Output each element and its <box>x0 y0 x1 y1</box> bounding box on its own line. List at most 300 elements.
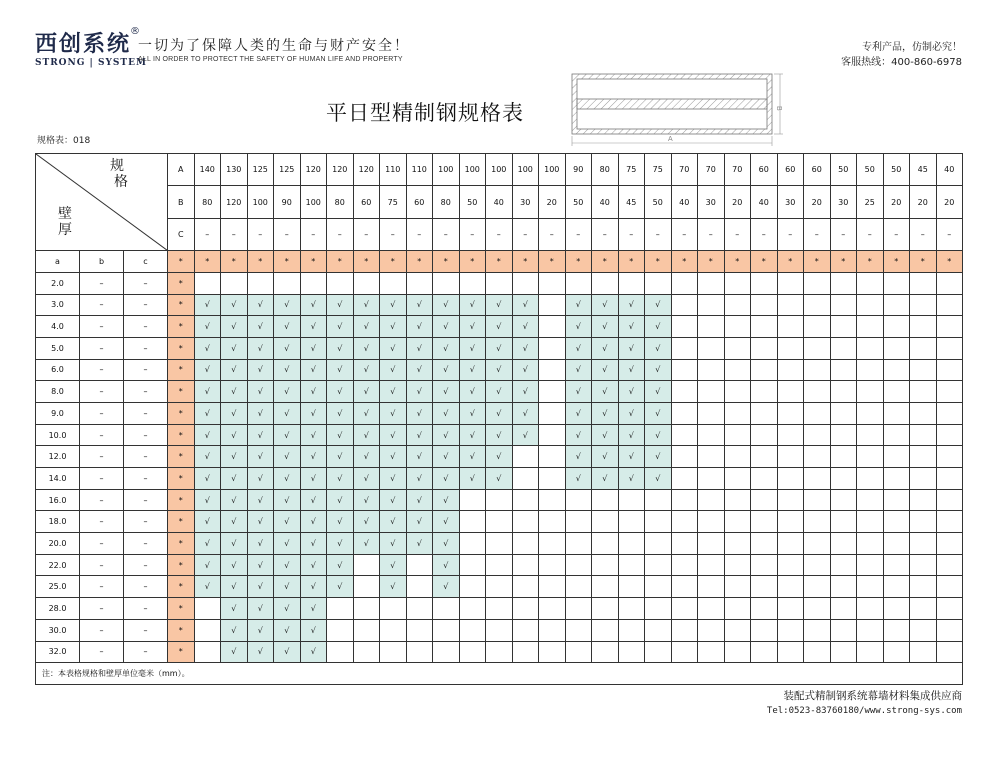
wall-a: 16.0 <box>36 489 80 511</box>
empty-cell <box>751 641 778 663</box>
empty-cell <box>459 598 486 620</box>
wall-b: – <box>80 381 124 403</box>
empty-cell <box>512 489 539 511</box>
check-cell: √ <box>486 446 513 468</box>
star-cell: * <box>168 511 195 533</box>
check-cell: √ <box>433 402 460 424</box>
check-cell: √ <box>300 424 327 446</box>
check-cell: √ <box>221 294 248 316</box>
check-cell: √ <box>565 468 592 490</box>
wall-c: – <box>124 511 168 533</box>
empty-cell <box>724 619 751 641</box>
spec-value: 60 <box>777 154 804 186</box>
empty-cell <box>353 641 380 663</box>
check-cell: √ <box>380 489 407 511</box>
check-cell: √ <box>194 533 221 555</box>
check-cell: √ <box>300 576 327 598</box>
check-cell: √ <box>194 359 221 381</box>
empty-cell <box>936 402 963 424</box>
check-cell: √ <box>247 424 274 446</box>
empty-cell <box>724 641 751 663</box>
footer <box>767 688 962 718</box>
spec-value: 120 <box>353 154 380 186</box>
check-cell: √ <box>221 554 248 576</box>
spec-value: 80 <box>327 186 354 218</box>
check-cell: √ <box>274 511 301 533</box>
empty-cell <box>645 489 672 511</box>
spec-value: – <box>353 218 380 250</box>
check-cell: √ <box>592 468 619 490</box>
notice <box>841 40 962 70</box>
check-cell: √ <box>459 381 486 403</box>
wall-a: 6.0 <box>36 359 80 381</box>
check-cell: √ <box>221 424 248 446</box>
empty-cell <box>857 511 884 533</box>
check-cell: √ <box>300 468 327 490</box>
empty-cell <box>353 272 380 294</box>
empty-cell <box>459 554 486 576</box>
check-cell: √ <box>274 424 301 446</box>
check-cell: √ <box>247 402 274 424</box>
empty-cell <box>565 598 592 620</box>
empty-cell <box>565 619 592 641</box>
check-cell: √ <box>247 294 274 316</box>
empty-cell <box>910 554 937 576</box>
table-row <box>36 468 963 490</box>
empty-cell <box>486 576 513 598</box>
check-cell: √ <box>247 468 274 490</box>
spec-value: 30 <box>830 186 857 218</box>
check-cell: √ <box>565 316 592 338</box>
wall-c: – <box>124 533 168 555</box>
empty-cell <box>327 641 354 663</box>
empty-cell <box>486 489 513 511</box>
check-cell: √ <box>194 446 221 468</box>
check-cell: √ <box>433 533 460 555</box>
spec-value: – <box>645 218 672 250</box>
spec-value: – <box>698 218 725 250</box>
empty-cell <box>804 424 831 446</box>
empty-cell <box>645 533 672 555</box>
empty-cell <box>910 337 937 359</box>
wall-b: – <box>80 337 124 359</box>
empty-cell <box>671 511 698 533</box>
empty-cell <box>910 381 937 403</box>
empty-cell <box>777 554 804 576</box>
empty-cell <box>751 316 778 338</box>
spec-value: – <box>618 218 645 250</box>
check-cell: √ <box>406 468 433 490</box>
empty-cell <box>512 619 539 641</box>
corner-wall-label: 壁 厚 <box>58 206 72 238</box>
empty-cell <box>777 533 804 555</box>
wall-b: – <box>80 554 124 576</box>
table-row <box>36 359 963 381</box>
empty-cell <box>830 316 857 338</box>
wall-c: – <box>124 489 168 511</box>
empty-cell <box>618 641 645 663</box>
empty-cell <box>804 446 831 468</box>
check-cell: √ <box>353 533 380 555</box>
check-cell: √ <box>300 446 327 468</box>
check-cell: √ <box>486 381 513 403</box>
wall-a: 22.0 <box>36 554 80 576</box>
empty-cell <box>830 468 857 490</box>
check-cell: √ <box>353 337 380 359</box>
star-cell: * <box>592 251 619 273</box>
empty-cell <box>936 641 963 663</box>
empty-cell <box>671 294 698 316</box>
empty-cell <box>751 598 778 620</box>
check-cell: √ <box>327 446 354 468</box>
spec-value: – <box>221 218 248 250</box>
check-cell: √ <box>592 337 619 359</box>
empty-cell <box>671 337 698 359</box>
check-cell: √ <box>221 468 248 490</box>
check-cell: √ <box>380 446 407 468</box>
check-cell: √ <box>512 359 539 381</box>
empty-cell <box>883 402 910 424</box>
check-cell: √ <box>433 316 460 338</box>
empty-cell <box>857 598 884 620</box>
check-cell: √ <box>406 533 433 555</box>
wall-a: 30.0 <box>36 619 80 641</box>
empty-cell <box>777 424 804 446</box>
spec-value: 110 <box>406 154 433 186</box>
empty-cell <box>671 554 698 576</box>
empty-cell <box>724 272 751 294</box>
star-cell: * <box>751 251 778 273</box>
empty-cell <box>353 598 380 620</box>
spec-value: 60 <box>804 154 831 186</box>
check-cell: √ <box>274 468 301 490</box>
empty-cell <box>698 381 725 403</box>
empty-cell <box>857 554 884 576</box>
star-cell: * <box>804 251 831 273</box>
wall-b: – <box>80 576 124 598</box>
empty-cell <box>539 446 566 468</box>
wall-b: – <box>80 641 124 663</box>
check-cell: √ <box>645 294 672 316</box>
check-cell: √ <box>274 359 301 381</box>
spec-value: 40 <box>486 186 513 218</box>
spec-value: – <box>804 218 831 250</box>
empty-cell <box>777 576 804 598</box>
star-cell: * <box>168 446 195 468</box>
check-cell: √ <box>327 337 354 359</box>
check-cell: √ <box>645 316 672 338</box>
wall-c: – <box>124 402 168 424</box>
spec-value: 100 <box>433 154 460 186</box>
empty-cell <box>592 554 619 576</box>
spec-value: 20 <box>804 186 831 218</box>
empty-cell <box>671 468 698 490</box>
check-cell: √ <box>221 359 248 381</box>
empty-cell <box>857 294 884 316</box>
empty-cell <box>698 619 725 641</box>
check-cell: √ <box>618 381 645 403</box>
spec-value: 70 <box>724 154 751 186</box>
empty-cell <box>910 316 937 338</box>
table-row <box>36 641 963 663</box>
empty-cell <box>671 272 698 294</box>
empty-cell <box>274 272 301 294</box>
empty-cell <box>857 489 884 511</box>
empty-cell <box>539 294 566 316</box>
star-cell: * <box>300 251 327 273</box>
empty-cell <box>539 359 566 381</box>
empty-cell <box>751 619 778 641</box>
service-hotline: 客服热线：400-860-6978 <box>841 57 962 68</box>
spec-value: – <box>486 218 513 250</box>
spec-value: – <box>777 218 804 250</box>
spec-value: 50 <box>830 154 857 186</box>
empty-cell <box>883 554 910 576</box>
spec-value: 30 <box>698 186 725 218</box>
empty-cell <box>353 554 380 576</box>
empty-cell <box>592 641 619 663</box>
check-cell: √ <box>247 598 274 620</box>
corner-diagonal <box>36 154 167 250</box>
check-cell: √ <box>406 337 433 359</box>
empty-cell <box>645 554 672 576</box>
empty-cell <box>883 511 910 533</box>
wall-b: – <box>80 316 124 338</box>
empty-cell <box>300 272 327 294</box>
patent-notice: 专利产品，仿制必究！ <box>862 42 962 53</box>
empty-cell <box>804 576 831 598</box>
star-cell: * <box>671 251 698 273</box>
wall-c: – <box>124 359 168 381</box>
check-cell: √ <box>274 576 301 598</box>
empty-cell <box>539 337 566 359</box>
check-cell: √ <box>512 316 539 338</box>
star-cell: * <box>380 251 407 273</box>
check-cell: √ <box>221 598 248 620</box>
empty-cell <box>910 446 937 468</box>
wall-a: 14.0 <box>36 468 80 490</box>
spec-value: 50 <box>565 186 592 218</box>
corner-spec-label: 规 格 <box>110 158 128 190</box>
empty-cell <box>830 359 857 381</box>
empty-cell <box>406 554 433 576</box>
spec-value: 100 <box>486 154 513 186</box>
empty-cell <box>406 619 433 641</box>
empty-cell <box>724 294 751 316</box>
check-cell: √ <box>247 641 274 663</box>
check-cell: √ <box>618 359 645 381</box>
wall-c: – <box>124 576 168 598</box>
spec-value: 50 <box>459 186 486 218</box>
empty-cell <box>804 402 831 424</box>
star-cell: * <box>353 251 380 273</box>
empty-cell <box>883 598 910 620</box>
table-row <box>36 446 963 468</box>
spec-value: 60 <box>751 154 778 186</box>
star-cell: * <box>221 251 248 273</box>
star-cell: * <box>459 251 486 273</box>
empty-cell <box>327 272 354 294</box>
wall-b: – <box>80 359 124 381</box>
empty-cell <box>777 468 804 490</box>
check-cell: √ <box>247 381 274 403</box>
empty-cell <box>936 576 963 598</box>
empty-cell <box>539 489 566 511</box>
spec-value: 80 <box>592 154 619 186</box>
check-cell: √ <box>380 468 407 490</box>
empty-cell <box>512 598 539 620</box>
spec-value: 50 <box>883 154 910 186</box>
check-cell: √ <box>194 381 221 403</box>
check-cell: √ <box>406 316 433 338</box>
empty-cell <box>910 619 937 641</box>
empty-cell <box>459 533 486 555</box>
check-cell: √ <box>592 316 619 338</box>
check-cell: √ <box>327 576 354 598</box>
check-cell: √ <box>353 359 380 381</box>
spec-value: 50 <box>857 154 884 186</box>
check-cell: √ <box>300 598 327 620</box>
empty-cell <box>910 641 937 663</box>
check-cell: √ <box>486 468 513 490</box>
check-cell: √ <box>194 576 221 598</box>
star-cell: * <box>168 381 195 403</box>
check-cell: √ <box>592 424 619 446</box>
wall-c: – <box>124 641 168 663</box>
empty-cell <box>777 598 804 620</box>
empty-cell <box>565 641 592 663</box>
check-cell: √ <box>433 381 460 403</box>
empty-cell <box>645 272 672 294</box>
empty-cell <box>671 576 698 598</box>
check-cell: √ <box>433 424 460 446</box>
check-cell: √ <box>486 402 513 424</box>
empty-cell <box>751 511 778 533</box>
check-cell: √ <box>327 489 354 511</box>
check-cell: √ <box>433 576 460 598</box>
empty-cell <box>751 576 778 598</box>
empty-cell <box>539 424 566 446</box>
check-cell: √ <box>565 381 592 403</box>
check-cell: √ <box>565 294 592 316</box>
empty-cell <box>724 468 751 490</box>
empty-cell <box>353 619 380 641</box>
check-cell: √ <box>300 359 327 381</box>
empty-cell <box>565 511 592 533</box>
check-cell: √ <box>221 489 248 511</box>
empty-cell <box>433 619 460 641</box>
star-cell: * <box>168 337 195 359</box>
empty-cell <box>883 337 910 359</box>
empty-cell <box>698 533 725 555</box>
check-cell: √ <box>327 424 354 446</box>
spec-value: 30 <box>512 186 539 218</box>
empty-cell <box>777 316 804 338</box>
empty-cell <box>724 446 751 468</box>
empty-cell <box>777 489 804 511</box>
empty-cell <box>698 359 725 381</box>
spec-row-label: C <box>168 218 195 250</box>
spec-value: 40 <box>936 154 963 186</box>
empty-cell <box>671 641 698 663</box>
spec-value: 50 <box>645 186 672 218</box>
check-cell: √ <box>247 446 274 468</box>
empty-cell <box>698 554 725 576</box>
spec-value: 60 <box>406 186 433 218</box>
empty-cell <box>618 554 645 576</box>
empty-cell <box>883 424 910 446</box>
spec-value: – <box>936 218 963 250</box>
check-cell: √ <box>274 598 301 620</box>
check-cell: √ <box>247 554 274 576</box>
empty-cell <box>804 316 831 338</box>
check-cell: √ <box>194 337 221 359</box>
empty-cell <box>459 641 486 663</box>
check-cell: √ <box>327 533 354 555</box>
check-cell: √ <box>300 554 327 576</box>
empty-cell <box>592 576 619 598</box>
star-cell: * <box>512 251 539 273</box>
empty-cell <box>857 402 884 424</box>
check-cell: √ <box>433 294 460 316</box>
table-row <box>36 424 963 446</box>
check-cell: √ <box>327 294 354 316</box>
empty-cell <box>512 446 539 468</box>
empty-cell <box>936 316 963 338</box>
table-row <box>36 576 963 598</box>
check-cell: √ <box>353 402 380 424</box>
check-cell: √ <box>618 468 645 490</box>
check-cell: √ <box>645 381 672 403</box>
spec-header-row <box>36 154 963 186</box>
empty-cell <box>698 511 725 533</box>
check-cell: √ <box>592 359 619 381</box>
empty-cell <box>804 272 831 294</box>
check-cell: √ <box>221 619 248 641</box>
table-row <box>36 554 963 576</box>
wall-a: 32.0 <box>36 641 80 663</box>
check-cell: √ <box>327 554 354 576</box>
check-cell: √ <box>300 641 327 663</box>
check-cell: √ <box>380 533 407 555</box>
check-cell: √ <box>221 641 248 663</box>
star-cell: * <box>168 619 195 641</box>
spec-table <box>35 153 963 685</box>
empty-cell <box>724 489 751 511</box>
spec-value: 120 <box>300 154 327 186</box>
empty-cell <box>777 619 804 641</box>
empty-cell <box>539 272 566 294</box>
check-cell: √ <box>486 337 513 359</box>
star-cell: * <box>168 402 195 424</box>
empty-cell <box>512 641 539 663</box>
check-cell: √ <box>380 402 407 424</box>
spec-value: – <box>194 218 221 250</box>
wall-b: – <box>80 511 124 533</box>
empty-cell <box>936 294 963 316</box>
spec-value: – <box>380 218 407 250</box>
spec-value: 100 <box>539 154 566 186</box>
empty-cell <box>910 402 937 424</box>
check-cell: √ <box>433 446 460 468</box>
empty-cell <box>883 641 910 663</box>
empty-cell <box>618 576 645 598</box>
check-cell: √ <box>300 316 327 338</box>
empty-cell <box>910 511 937 533</box>
empty-cell <box>777 337 804 359</box>
empty-cell <box>751 294 778 316</box>
empty-cell <box>857 359 884 381</box>
